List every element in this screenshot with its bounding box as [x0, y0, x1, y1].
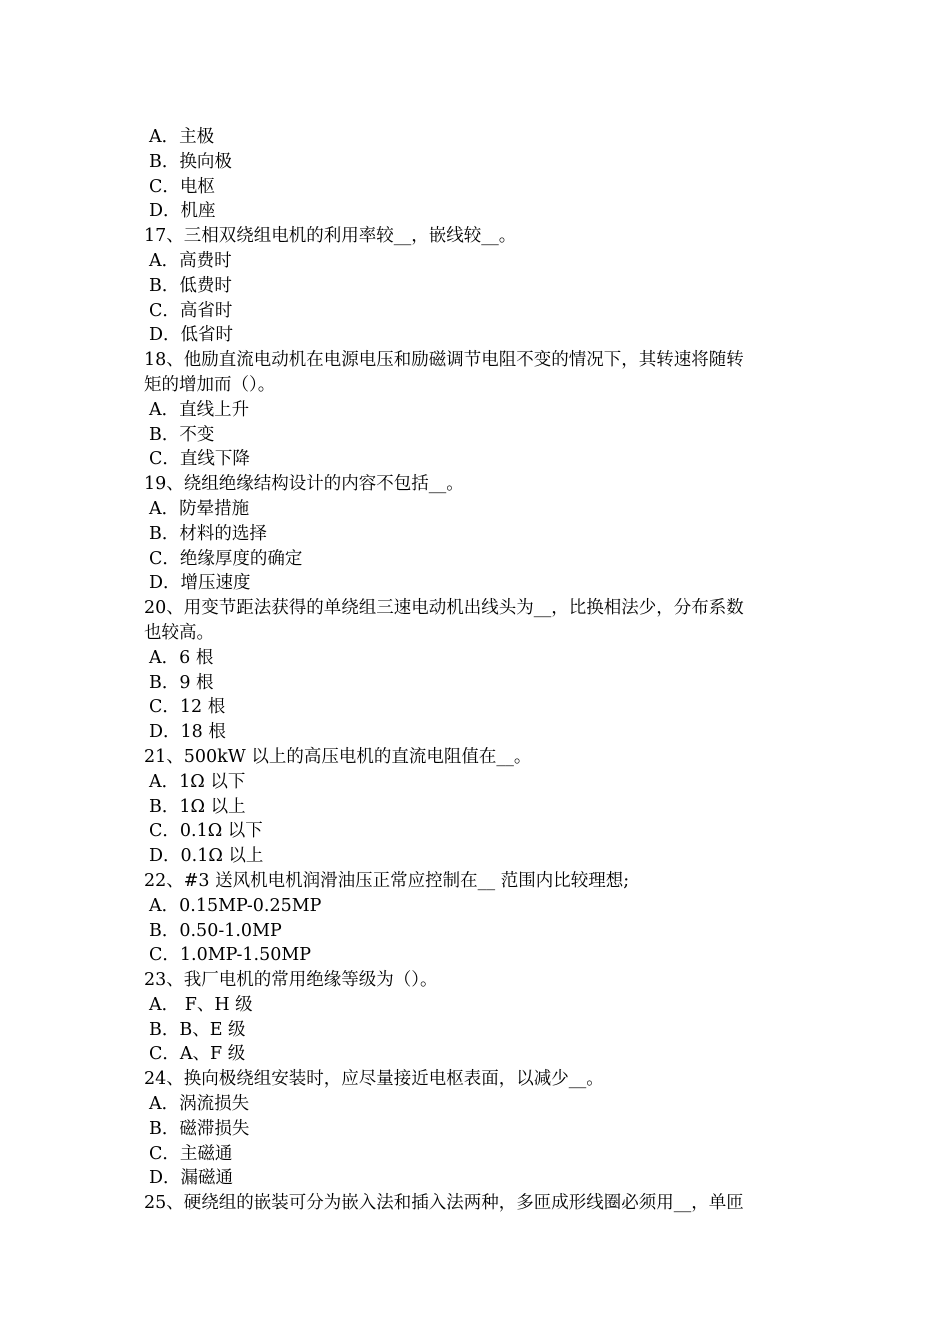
document-body: [144, 125, 816, 1216]
answer-option: C．电枢: [149, 176, 215, 197]
answer-option: A．直线上升: [149, 399, 250, 420]
answer-option: C．1.0MP-1.50MP: [149, 945, 312, 966]
answer-option: B．0.50-1.0MP: [149, 920, 282, 941]
answer-option: C．12 根: [149, 697, 226, 718]
answer-option: D．0.1Ω 以上: [149, 846, 264, 867]
question-text: 23、我厂电机的常用绝缘等级为（）。: [144, 970, 438, 991]
answer-option: C．A、F 级: [149, 1044, 246, 1065]
answer-option: D．机座: [149, 201, 216, 222]
answer-option: D．漏磁通: [149, 1168, 234, 1189]
answer-option: C．绝缘厚度的确定: [149, 548, 303, 569]
answer-option: B．9 根: [149, 672, 214, 693]
answer-option: A．0.15MP-0.25MP: [149, 895, 322, 916]
answer-option: C．直线下降: [149, 449, 250, 470]
answer-option: D．低省时: [149, 325, 234, 346]
answer-option: A．主极: [149, 127, 215, 147]
question-text: 也较高。: [144, 622, 214, 643]
answer-option: B．1Ω 以上: [149, 796, 246, 817]
answer-option: D．增压速度: [149, 573, 251, 594]
answer-option: B．低费时: [149, 275, 232, 296]
answer-option: A．涡流损失: [149, 1094, 250, 1115]
question-text: 19、绕组绝缘结构设计的内容不包括__。: [144, 474, 464, 495]
question-text: 17、三相双绕组电机的利用率较__，嵌线较__。: [144, 226, 517, 247]
answer-option: A．1Ω 以下: [149, 771, 246, 792]
answer-option: B．磁滞损失: [149, 1118, 250, 1139]
question-text: 25、硬绕组的嵌装可分为嵌入法和插入法两种，多匝成形线圈必须用__，单匝: [144, 1193, 744, 1214]
answer-option: B．材料的选择: [149, 523, 267, 544]
answer-option: D．18 根: [149, 722, 226, 743]
answer-option: B．B、E 级: [149, 1019, 246, 1040]
question-text: 20、用变节距法获得的单绕组三速电动机出线头为__，比换相法少，分布系数: [144, 598, 744, 619]
answer-option: B．换向极: [149, 151, 232, 172]
answer-option: A． F、H 级: [149, 994, 253, 1015]
answer-option: B．不变: [149, 424, 215, 445]
answer-option: C．0.1Ω 以下: [149, 821, 263, 842]
question-text: 22、#3 送风机电机润滑油压正常应控制在__ 范围内比较理想;: [144, 870, 630, 891]
question-text: 21、500kW 以上的高压电机的直流电阻值在__。: [144, 746, 532, 767]
question-text: 矩的增加而（）。: [144, 374, 276, 395]
answer-option: A．高费时: [149, 250, 232, 271]
answer-option: A．防晕措施: [149, 498, 250, 519]
answer-option: A．6 根: [149, 647, 214, 668]
answer-option: C．高省时: [149, 300, 233, 321]
question-text: 24、换向极绕组安装时，应尽量接近电枢表面，以减少__。: [144, 1069, 604, 1090]
answer-option: C．主磁通: [149, 1143, 233, 1164]
question-text: 18、他励直流电动机在电源电压和励磁调节电阻不变的情况下，其转速将随转: [144, 350, 744, 371]
